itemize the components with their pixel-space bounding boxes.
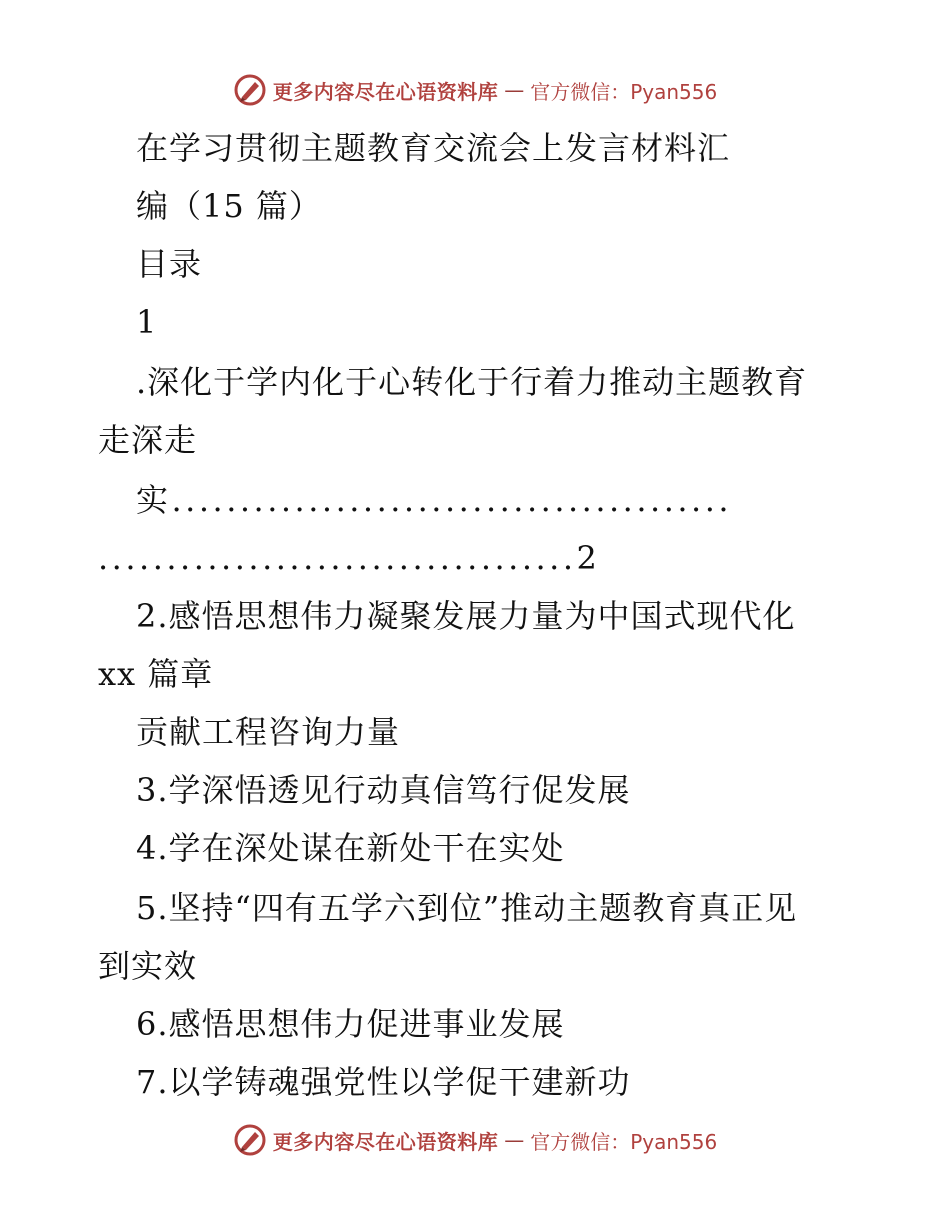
document-title-line-1: 在学习贯彻主题教育交流会上发言材料汇 xyxy=(136,129,731,167)
pen-logo-icon xyxy=(233,1123,267,1157)
toc-entry-6: 6.感悟思想伟力促进事业发展 xyxy=(136,1005,565,1043)
watermark-contact: 官方微信：Pyan556 xyxy=(530,1129,718,1154)
toc-entry-5-line-1: 5.坚持“四有五学六到位”推动主题教育真正见 xyxy=(136,889,798,927)
toc-entry-4: 4.学在深处谋在新处干在实处 xyxy=(136,829,565,867)
watermark-contact: 官方微信：Pyan556 xyxy=(530,79,718,104)
toc-entry-1-line-2: 走深走 xyxy=(98,421,198,459)
watermark-banner-bottom xyxy=(0,1120,950,1160)
watermark-text: 更多内容尽在心语资料库 xyxy=(272,1129,499,1154)
toc-entry-1-line-3: 实......................................... xyxy=(136,481,733,519)
toc-entry-5-line-2: 到实效 xyxy=(98,947,198,985)
toc-entry-7: 7.以学铸魂强党性以学促干建新功 xyxy=(136,1063,631,1101)
toc-entry-1-page: ...................................2 xyxy=(98,539,601,577)
toc-heading: 目录 xyxy=(136,245,203,283)
toc-entry-number: 1 xyxy=(136,303,158,341)
watermark-content xyxy=(233,1123,718,1157)
watermark-text: 更多内容尽在心语资料库 xyxy=(272,79,499,104)
document-title-line-2: 编（15 篇） xyxy=(136,187,322,225)
toc-entry-2-line-1: 2.感悟思想伟力凝聚发展力量为中国式现代化 xyxy=(136,597,796,635)
toc-entry-2-line-2: xx 篇章 xyxy=(98,655,214,693)
toc-entry-3: 3.学深悟透见行动真信笃行促发展 xyxy=(136,771,631,809)
watermark-separator: — xyxy=(504,1128,525,1152)
toc-entry-2-line-3: 贡献工程咨询力量 xyxy=(136,713,401,751)
watermark-separator: — xyxy=(504,78,525,102)
toc-entry-1-line-1: .深化于学内化于心转化于行着力推动主题教育 xyxy=(136,363,808,401)
